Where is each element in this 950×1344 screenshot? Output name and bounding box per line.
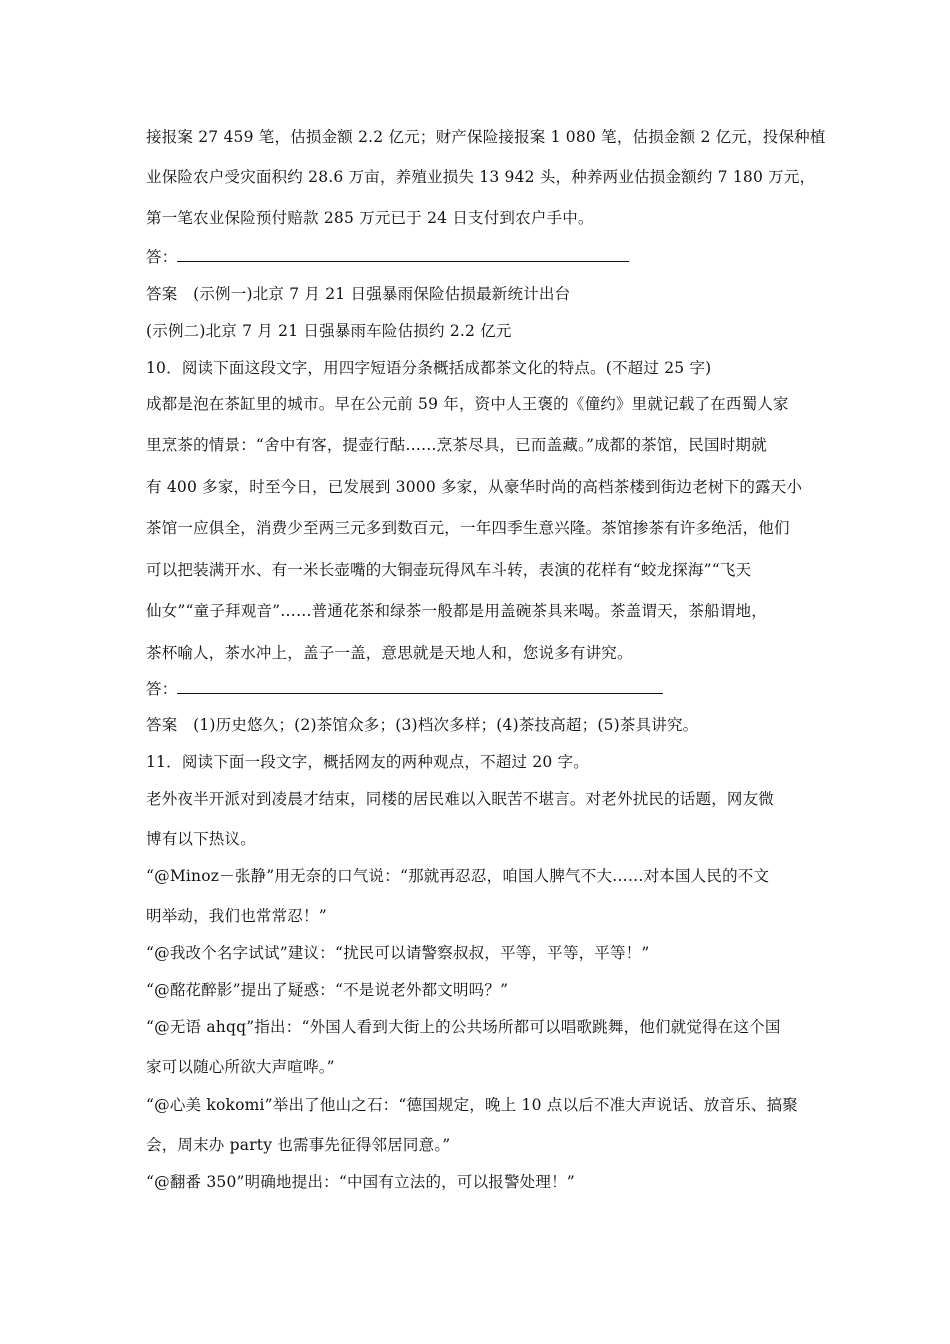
answer-prompt: 答： xyxy=(146,680,178,698)
q11-text-line: 博有以下热议。 xyxy=(146,830,256,848)
q10-text-line: 成都是泡在茶缸里的城市。早在公元前 59 年，资中人王褒的《僮约》里就记载了在西蜀人家 xyxy=(146,395,789,413)
q10-text-line: 里烹茶的情景：“舍中有客，提壶行酤……烹茶尽具，已而盖藏。”成都的茶馆，民国时期就 xyxy=(146,436,767,454)
answer-line xyxy=(177,245,629,262)
q9-text-line: 第一笔农业保险预付赔款 285 万元已于 24 日支付到农户手中。 xyxy=(146,209,594,227)
answer-line xyxy=(177,677,663,694)
q9-answer-example-1: 答案 (示例一)北京 7 月 21 日强暴雨保险估损最新统计出台 xyxy=(146,285,571,303)
q10-answer-blank xyxy=(146,677,663,700)
q11-comment-line: “@我改个名字试试”建议：“扰民可以请警察叔叔，平等，平等，平等！” xyxy=(146,944,650,962)
q11-comment-line: “@酩花醉影”提出了疑惑：“不是说老外都文明吗？” xyxy=(146,981,509,999)
q9-answer-example-2: (示例二)北京 7 月 21 日强暴雨车险估损约 2.2 亿元 xyxy=(146,322,512,340)
q10-text-line: 茶杯喻人，茶水冲上，盖子一盖，意思就是天地人和，您说多有讲究。 xyxy=(146,644,633,662)
q10-text-line: 茶馆一应俱全，消费少至两三元多到数百元，一年四季生意兴隆。茶馆掺茶有许多绝活，他们 xyxy=(146,519,790,537)
q11-comment-line: “@翻番 350”明确地提出：“中国有立法的，可以报警处理！” xyxy=(146,1173,575,1191)
q11-comment-line: “@Minoz－张静”用无奈的口气说：“那就再忍忍，咱国人脾气不大……对本国人民的不文 xyxy=(146,867,770,885)
q10-answer: 答案 (1)历史悠久；(2)茶馆众多；(3)档次多样；(4)茶技高超；(5)茶具讲究。 xyxy=(146,716,699,734)
q9-text-line: 业保险农户受灾面积约 28.6 万亩，养殖业损失 13 942 头，种养两业估损金额约 7 180 万元， xyxy=(146,168,816,186)
q10-text-line: 仙女”“童子拜观音”……普通花茶和绿茶一般都是用盖碗茶具来喝。茶盖谓天，茶船谓地， xyxy=(146,602,767,620)
q10-title: 10．阅读下面这段文字，用四字短语分条概括成都茶文化的特点。(不超过 25 字) xyxy=(146,359,712,377)
q9-text-line: 接报案 27 459 笔，估损金额 2.2 亿元；财产保险接报案 1 080 笔，估损金额 2 亿元，投保种植 xyxy=(146,128,826,146)
q11-comment-line: 会，周末办 party 也需事先征得邻居同意。” xyxy=(146,1136,451,1154)
q11-comment-line: 明举动，我们也常常忍！” xyxy=(146,907,327,925)
q11-text-line: 老外夜半开派对到凌晨才结束，同楼的居民难以入眠苦不堪言。对老外扰民的话题，网友微 xyxy=(146,790,775,808)
q11-comment-line: “@心美 kokomi”举出了他山之石：“德国规定，晚上 10 点以后不准大声说话、放音乐、搞聚 xyxy=(146,1096,798,1114)
q11-comment-line: 家可以随心所欲大声喧哗。” xyxy=(146,1058,335,1076)
q9-answer-blank xyxy=(146,245,629,268)
q10-text-line: 可以把装满开水、有一米长壶嘴的大铜壶玩得风车斗转，表演的花样有“蛟龙探海”“飞天 xyxy=(146,561,752,579)
q11-comment-line: “@无语 ahqq”指出：“外国人看到大街上的公共场所都可以唱歌跳舞，他们就觉得在这个国 xyxy=(146,1018,781,1036)
answer-prompt: 答： xyxy=(146,248,178,266)
q11-title: 11．阅读下面一段文字，概括网友的两种观点，不超过 20 字。 xyxy=(146,753,590,771)
q10-text-line: 有 400 多家，时至今日，已发展到 3000 多家，从豪华时尚的高档茶楼到街边老树下的露天小 xyxy=(146,478,803,496)
